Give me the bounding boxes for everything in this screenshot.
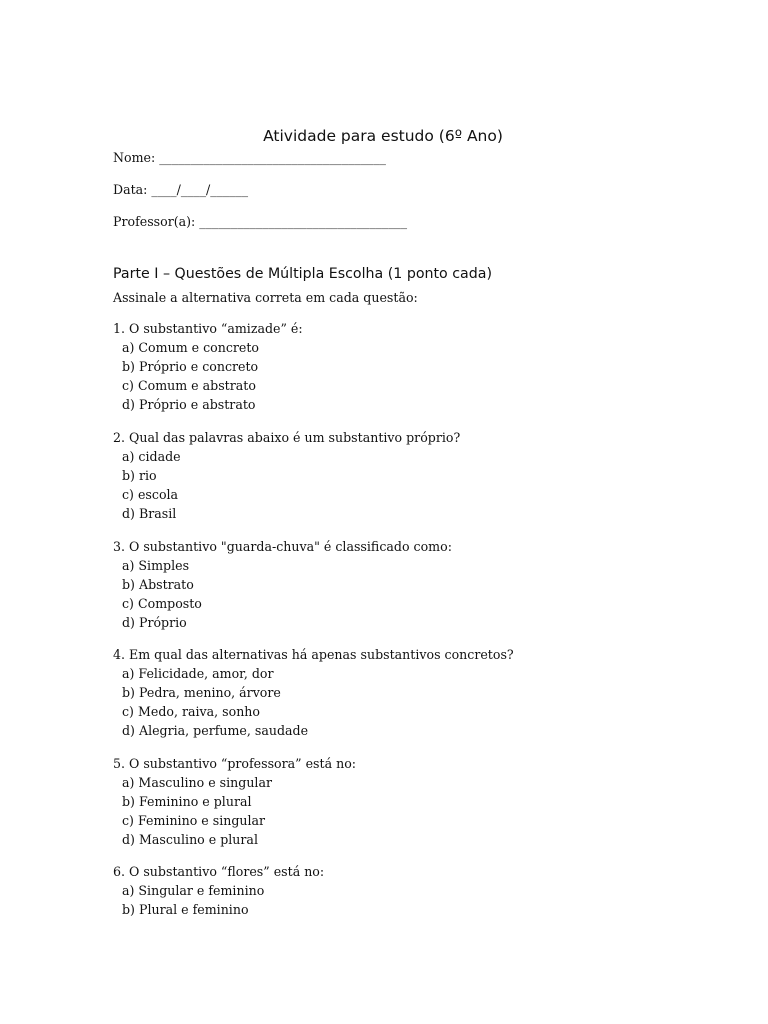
option-b: b) rio (122, 468, 157, 483)
document-title: Atividade para estudo (6º Ano) (263, 127, 503, 145)
option-b: b) Feminino e plural (122, 794, 252, 809)
question-stem: 6. O substantivo “flores” está no: (113, 864, 325, 879)
option-c: c) Composto (122, 596, 202, 611)
option-c: c) escola (122, 487, 179, 502)
section-title: Parte I – Questões de Múltipla Escolha (1 ponto cada) (113, 266, 492, 282)
option-d: d) Masculino e plural (122, 832, 258, 847)
option-b: b) Pedra, menino, árvore (122, 685, 281, 700)
name-field: Nome: ____________________________________ (113, 150, 386, 165)
option-c: c) Comum e abstrato (122, 378, 256, 393)
option-b: b) Plural e feminino (122, 902, 249, 917)
option-c: c) Medo, raiva, sonho (122, 704, 261, 719)
section-instruction: Assinale a alternativa correta em cada questão: (113, 290, 418, 305)
date-field: Data: ____/____/______ (113, 182, 249, 197)
question-4 (113, 645, 514, 740)
question-3 (113, 537, 452, 632)
option-b: b) Próprio e concreto (122, 359, 259, 374)
question-stem: 4. Em qual das alternativas há apenas substantivos concretos? (113, 647, 514, 662)
question-stem: 3. O substantivo "guarda-chuva" é classificado como: (113, 539, 452, 554)
option-a: a) Singular e feminino (122, 883, 265, 898)
question-5 (113, 754, 356, 849)
question-2 (113, 428, 460, 523)
question-stem: 5. O substantivo “professora” está no: (113, 756, 357, 771)
option-a: a) Comum e concreto (122, 340, 260, 355)
option-a: a) Simples (122, 558, 190, 573)
option-d: d) Brasil (122, 506, 177, 521)
option-a: a) Felicidade, amor, dor (122, 666, 274, 681)
question-6 (113, 862, 324, 919)
option-d: d) Próprio (122, 615, 187, 630)
option-d: d) Próprio e abstrato (122, 397, 256, 412)
option-d: d) Alegria, perfume, saudade (122, 723, 309, 738)
question-stem: 2. Qual das palavras abaixo é um substantivo próprio? (113, 430, 461, 445)
option-a: a) cidade (122, 449, 181, 464)
question-1 (113, 319, 303, 414)
question-stem: 1. O substantivo “amizade” é: (113, 321, 303, 336)
option-a: a) Masculino e singular (122, 775, 272, 790)
teacher-field: Professor(a): _________________________________ (113, 214, 408, 229)
option-c: c) Feminino e singular (122, 813, 266, 828)
option-b: b) Abstrato (122, 577, 194, 592)
